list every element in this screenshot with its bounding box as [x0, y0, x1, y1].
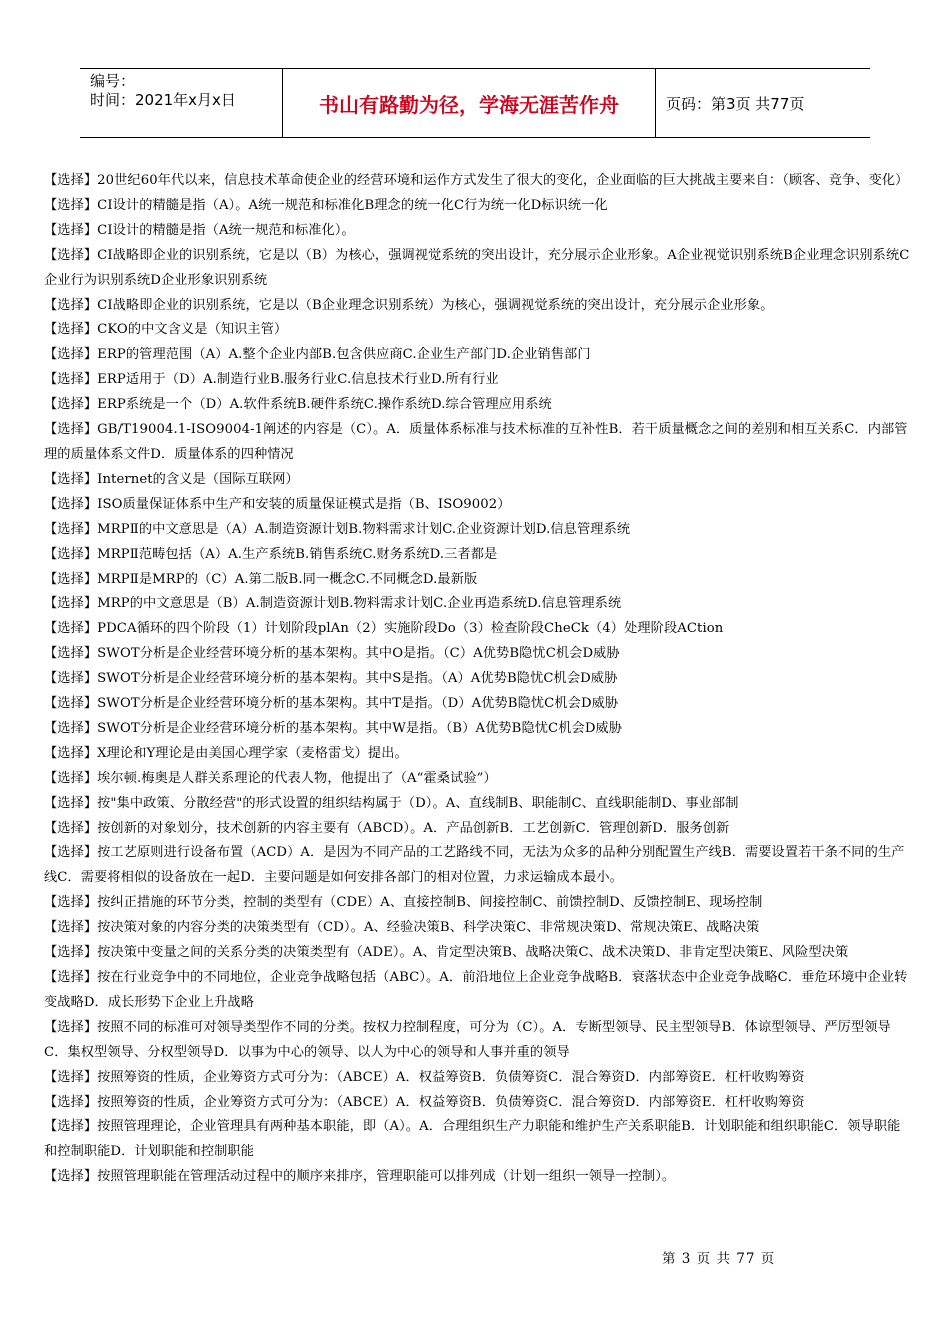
question-item: 【选择】ERP的管理范围（A）A.整个企业内部B.包含供应商C.企业生产部门D.企业销售部门 — [44, 347, 591, 363]
question-item: 【选择】按决策中变量之间的关系分类的决策类型有（ADE）。A、肯定型决策B、战略决策C、战术决策D、非肯定型决策E、风险型决策 — [44, 945, 849, 961]
question-item: 【选择】ERP适用于（D）A.制造行业B.服务行业C.信息技术行业D.所有行业 — [44, 372, 499, 388]
question-item: 【选择】CI设计的精髓是指（A统一规范和标准化）。 — [44, 222, 355, 238]
question-item: 【选择】MRPⅡ范畴包括（A）A.生产系统B.销售系统C.财务系统D.三者都是 — [44, 546, 498, 562]
question-item: 【选择】PDCA循环的四个阶段（1）计划阶段plAn（2）实施阶段Do（3）检查阶段CheCk（4）处理阶段ACtion — [44, 621, 724, 637]
question-item: 【选择】Internet的含义是（国际互联网） — [44, 471, 299, 487]
document-number-label: 编号： — [90, 72, 136, 90]
question-item: 【选择】CI战略即企业的识别系统，它是以（B企业理念识别系统）为核心，强调视觉系统的突出设计，充分展示企业形象。 — [44, 297, 774, 313]
question-item: 【选择】ISO质量保证体系中生产和安装的质量保证模式是指（B、ISO9002） — [44, 496, 511, 512]
question-item: 【选择】按纠正措施的环节分类，控制的类型有（CDE）A、直接控制B、间接控制C、前馈控制D、反馈控制E、现场控制 — [44, 895, 763, 911]
question-item: 【选择】埃尔顿.梅奥是人群关系理论的代表人物，他提出了（A“霍桑试验”） — [44, 770, 497, 786]
header-meta — [80, 69, 283, 137]
question-item: 【选择】GB/T19004.1-ISO9004-1阐述的内容是（C）。A．质量体系标准与技术标准的互补性B．若干质量概念之间的差别和相互关系C．内部管理的质量体系文件D．质量体系的四种情况 — [44, 422, 908, 462]
page-header — [80, 68, 870, 138]
question-item: 【选择】X理论和Y理论是由美国心理学家（麦格雷戈）提出。 — [44, 745, 408, 761]
question-item: 【选择】ERP系统是一个（D）A.软件系统B.硬件系统C.操作系统D.综合管理应用系统 — [44, 397, 552, 413]
question-item: 【选择】MRPⅡ是MRP的（C）A.第二版B.同一概念C.不同概念D.最新版 — [44, 571, 478, 587]
document-time-label: 时间：2021年x月x日 — [90, 91, 236, 109]
page-footer: 第 3 页 共 77 页 — [662, 1251, 776, 1267]
header-page-info: 页码：第3页 共77页 — [666, 94, 805, 113]
question-item: 【选择】CI战略即企业的识别系统，它是以（B）为核心，强调视觉系统的突出设计，充分展示企业形象。A企业视觉识别系统B企业理念识别系统C企业行为识别系统D企业形象识别系统 — [44, 247, 910, 288]
question-item: 【选择】按照管理职能在管理活动过程中的顺序来排序，管理职能可以排列成（计划一组织一领导一控制）。 — [44, 1169, 676, 1185]
question-item: 【选择】SWOT分析是企业经营环境分析的基本架构。其中S是指。（A）A优势B隐忧C机会D威胁 — [44, 671, 618, 687]
question-item: 【选择】按照筹资的性质，企业筹资方式可分为：（ABCE）A．权益筹资B．负债筹资C．混合筹资D．内部筹资E．杠杆收购筹资 — [44, 1094, 805, 1110]
question-item: 【选择】MRP的中文意思是（B）A.制造资源计划B.物料需求计划C.企业再造系统D.信息管理系统 — [44, 596, 622, 612]
question-item: 【选择】按照不同的标准可对领导类型作不同的分类。按权力控制程度，可分为（C）。A．专断型领导、民主型领导B．体谅型领导、严厉型领导C．集权型领导、分权型领导D．以事为中心的领导、以人为中心的领导和人事并重的领导 — [44, 1019, 891, 1060]
question-item: 【选择】20世纪60年代以来，信息技术革命使企业的经营环境和运作方式发生了很大的变化，企业面临的巨大挑战主要来自：（顾客、竞争、变化） — [44, 173, 909, 188]
question-item: 【选择】按照管理理论，企业管理具有两种基本职能，即（A）。A．合理组织生产力职能和维护生产关系职能B．计划职能和组织职能C．领导职能和控制职能D．计划职能和控制职能 — [44, 1119, 901, 1160]
question-item: 【选择】按照筹资的性质，企业筹资方式可分为：（ABCE）A．权益筹资B．负债筹资C．混合筹资D．内部筹资E．杠杆收购筹资 — [44, 1069, 805, 1085]
question-item: 【选择】按"集中政策、分散经营"的形式设置的组织结构属于（D）。A、直线制B、职能制C、直线职能制D、事业部制 — [44, 795, 739, 811]
question-list — [44, 169, 910, 1190]
question-item: 【选择】SWOT分析是企业经营环境分析的基本架构。其中W是指。（B）A优势B隐忧C机会D威胁 — [44, 720, 623, 736]
question-item: 【选择】按工艺原则进行设备布置（ACD）A．是因为不同产品的工艺路线不同，无法为众多的品种分别配置生产线B．需要设置若干条不同的生产线C．需要将相似的设备放在一起D．主要问题是如何安排各部门的相对位置，力求运输成本最小。 — [44, 845, 905, 886]
question-item: 【选择】CKO的中文含义是（知识主管） — [44, 322, 288, 338]
header-motto: 书山有路勤为径，学海无涯苦作舟 — [283, 69, 656, 137]
question-item: 【选择】SWOT分析是企业经营环境分析的基本架构。其中T是指。（D）A优势B隐忧C机会D威胁 — [44, 696, 619, 712]
question-item: 【选择】MRPⅡ的中文意思是（A）A.制造资源计划B.物料需求计划C.企业资源计划D.信息管理系统 — [44, 521, 631, 537]
question-item: 【选择】按决策对象的内容分类的决策类型有（CD）。A、经验决策B、科学决策C、非常规决策D、常规决策E、战略决策 — [44, 920, 760, 936]
question-item: 【选择】按创新的对象划分，技术创新的内容主要有（ABCD）。A．产品创新B．工艺创新C．管理创新D．服务创新 — [44, 820, 730, 836]
question-item: 【选择】按在行业竞争中的不同地位，企业竞争战略包括（ABC）。A．前沿地位上企业竞争战略B．衰落状态中企业竞争战略C．垂危环境中企业转变战略D．成长形势下企业上升战略 — [44, 970, 908, 1010]
question-item: 【选择】CI设计的精髓是指（A）。A统一规范和标准化B理念的统一化C行为统一化D标识统一化 — [44, 197, 608, 213]
question-item: 【选择】SWOT分析是企业经营环境分析的基本架构。其中O是指。（C）A优势B隐忧C机会D威胁 — [44, 646, 620, 662]
